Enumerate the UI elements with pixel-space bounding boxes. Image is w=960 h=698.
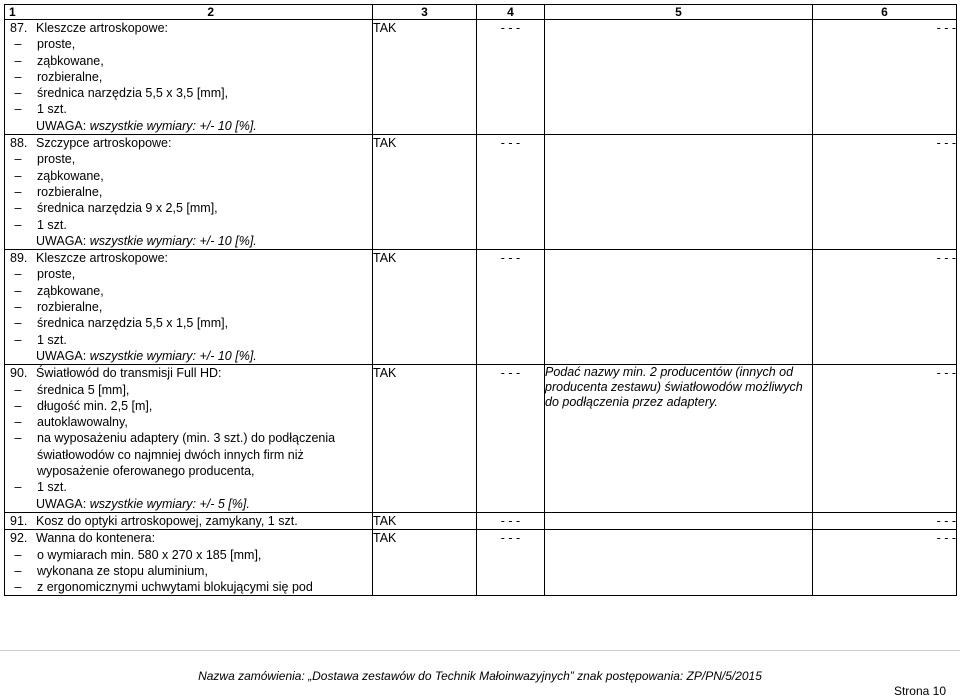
list-item-text: ząbkowane, <box>37 53 104 68</box>
dash-bullet-icon: – <box>14 480 22 495</box>
list-item <box>5 563 372 579</box>
table-row <box>5 512 957 529</box>
dash-bullet-icon: – <box>14 102 22 117</box>
warning-text: wszystkie wymiary: +/- 10 [%]. <box>89 118 257 133</box>
warning-note <box>5 348 372 364</box>
warning-text: wszystkie wymiary: +/- 10 [%]. <box>89 233 257 248</box>
list-item-text: 1 szt. <box>37 102 67 117</box>
warning-note <box>5 496 372 512</box>
list-item-text: długość min. 2,5 [m], <box>37 398 153 413</box>
table-row <box>5 20 957 135</box>
list-item-text: na wyposażeniu adaptery (min. 3 szt.) do podłączenia światłowodów co najmniej dwóch innych firm niż wyposażenie oferowanego producenta, <box>37 431 336 479</box>
item-title: Kosz do optyki artroskopowej, zamykany, 1 szt. <box>36 513 298 528</box>
list-item-text: 1 szt. <box>37 217 67 232</box>
list-item <box>5 200 372 216</box>
dash-bullet-icon: – <box>14 415 22 430</box>
list-item <box>5 53 372 69</box>
header-col-4: 4 <box>477 5 545 20</box>
notes-cell: - - - <box>813 135 957 250</box>
item-number: 88. <box>10 136 28 151</box>
dash-bullet-icon: – <box>14 184 22 199</box>
list-item-text: średnica narzędzia 5,5 x 1,5 [mm], <box>37 316 229 331</box>
list-item-text: proste, <box>37 267 76 282</box>
dash-bullet-icon: – <box>14 580 22 595</box>
item-number: 91. <box>10 513 28 528</box>
header-col-1: 1 2 <box>5 5 373 20</box>
dash-bullet-icon: – <box>14 316 22 331</box>
offered-value-cell: Podać nazwy min. 2 producentów (innych od producenta zestawu) światłowodów możliwych do podłączenia przez adaptery. <box>545 365 813 513</box>
dash-bullet-icon: – <box>14 332 22 347</box>
score-cell: - - - <box>477 250 545 365</box>
offered-value-cell <box>545 250 813 365</box>
item-title-line <box>5 530 372 546</box>
score-cell: - - - <box>477 20 545 135</box>
dash-bullet-icon: – <box>14 86 22 101</box>
list-item-text: z ergonomicznymi uchwytami blokującymi się pod <box>37 580 313 595</box>
score-cell: - - - <box>477 530 545 596</box>
table-row <box>5 135 957 250</box>
list-item <box>5 168 372 184</box>
warning-text: wszystkie wymiary: +/- 5 [%]. <box>89 496 250 511</box>
warning-note <box>5 118 372 134</box>
table-row <box>5 250 957 365</box>
list-item-text: rozbieralne, <box>37 184 103 199</box>
dash-bullet-icon: – <box>14 563 22 578</box>
notes-cell: - - - <box>813 530 957 596</box>
item-description <box>5 250 373 365</box>
item-number: 87. <box>10 21 28 35</box>
required-value-cell: TAK <box>373 530 477 596</box>
item-description <box>5 530 373 596</box>
notes-cell: - - - <box>813 20 957 135</box>
score-cell: - - - <box>477 135 545 250</box>
list-item <box>5 266 372 282</box>
item-title-line <box>5 250 372 266</box>
item-title: Wanna do kontenera: <box>36 531 156 546</box>
list-item <box>5 283 372 299</box>
item-title: Kleszcze artroskopowe: <box>36 251 169 266</box>
score-cell: - - - <box>477 512 545 529</box>
header-row <box>5 5 957 20</box>
list-item <box>5 430 372 479</box>
list-item-text: rozbieralne, <box>37 69 103 84</box>
dash-bullet-icon: – <box>14 382 22 397</box>
footer-divider <box>0 650 960 651</box>
dash-bullet-icon: – <box>14 217 22 232</box>
list-item-text: średnica narzędzia 9 x 2,5 [mm], <box>37 201 218 216</box>
item-title-line <box>5 365 372 381</box>
item-number: 92. <box>10 531 28 546</box>
list-item-text: proste, <box>37 37 76 52</box>
specification-table <box>4 4 957 596</box>
item-title: Światłowód do transmisji Full HD: <box>36 366 222 381</box>
item-title-line <box>5 513 372 529</box>
item-title-line <box>5 135 372 151</box>
list-item <box>5 579 372 595</box>
list-item-text: proste, <box>37 152 76 167</box>
list-item-text: 1 szt. <box>37 332 67 347</box>
dash-bullet-icon: – <box>14 53 22 68</box>
list-item-text: średnica narzędzia 5,5 x 3,5 [mm], <box>37 86 229 101</box>
list-item-text: autoklawowalny, <box>37 415 128 430</box>
dash-bullet-icon: – <box>14 431 22 446</box>
warning-text: wszystkie wymiary: +/- 10 [%]. <box>89 348 257 363</box>
dash-bullet-icon: – <box>14 69 22 84</box>
warning-label: UWAGA: <box>36 233 87 248</box>
item-title-line <box>5 20 372 36</box>
item-description <box>5 365 373 513</box>
list-item-text: 1 szt. <box>37 480 67 495</box>
item-title: Szczypce artroskopowe: <box>36 136 172 151</box>
list-item <box>5 184 372 200</box>
list-item-text: rozbieralne, <box>37 300 103 315</box>
dash-bullet-icon: – <box>14 267 22 282</box>
header-col-6: 6 <box>813 5 957 20</box>
offered-value-cell <box>545 530 813 596</box>
list-item <box>5 85 372 101</box>
list-item <box>5 332 372 348</box>
header-col-5: 5 <box>545 5 813 20</box>
warning-label: UWAGA: <box>36 496 87 511</box>
list-item <box>5 315 372 331</box>
dash-bullet-icon: – <box>14 398 22 413</box>
required-value-cell: TAK <box>373 250 477 365</box>
dash-bullet-icon: – <box>14 152 22 167</box>
item-title: Kleszcze artroskopowe: <box>36 21 169 35</box>
offered-value-cell <box>545 20 813 135</box>
required-value-cell: TAK <box>373 512 477 529</box>
notes-cell: - - - <box>813 512 957 529</box>
table-row <box>5 530 957 596</box>
list-item <box>5 414 372 430</box>
item-description <box>5 135 373 250</box>
list-item-text: wykonana ze stopu aluminium, <box>37 563 208 578</box>
dash-bullet-icon: – <box>14 547 22 562</box>
list-item <box>5 217 372 233</box>
item-number: 89. <box>10 251 28 266</box>
list-item <box>5 151 372 167</box>
item-description <box>5 20 373 135</box>
list-item-text: ząbkowane, <box>37 283 104 298</box>
item-description <box>5 512 373 529</box>
warning-note <box>5 233 372 249</box>
list-item <box>5 382 372 398</box>
list-item <box>5 479 372 495</box>
list-item-text: o wymiarach min. 580 x 270 x 185 [mm], <box>37 547 262 562</box>
list-item <box>5 36 372 52</box>
offered-value-cell <box>545 135 813 250</box>
list-item-text: ząbkowane, <box>37 168 104 183</box>
dash-bullet-icon: – <box>14 37 22 52</box>
page-number: Strona 10 <box>893 684 946 698</box>
notes-cell: - - - <box>813 365 957 513</box>
notes-cell: - - - <box>813 250 957 365</box>
list-item <box>5 547 372 563</box>
required-value-cell: TAK <box>373 135 477 250</box>
list-item <box>5 101 372 117</box>
offered-value-cell <box>545 512 813 529</box>
header-col-3: 3 <box>373 5 477 20</box>
dash-bullet-icon: – <box>14 283 22 298</box>
dash-bullet-icon: – <box>14 168 22 183</box>
list-item <box>5 69 372 85</box>
warning-label: UWAGA: <box>36 348 87 363</box>
list-item-text: średnica 5 [mm], <box>37 382 130 397</box>
required-value-cell: TAK <box>373 365 477 513</box>
score-cell: - - - <box>477 365 545 513</box>
footer-order-name: Nazwa zamówienia: „Dostawa zestawów do Technik Małoinwazyjnych” znak postępowania: ZP/PN/5/2015 <box>198 669 762 683</box>
item-number: 90. <box>10 366 28 381</box>
dash-bullet-icon: – <box>14 201 22 216</box>
list-item <box>5 398 372 414</box>
required-value-cell: TAK <box>373 20 477 135</box>
list-item <box>5 299 372 315</box>
table-row <box>5 365 957 513</box>
warning-label: UWAGA: <box>36 118 87 133</box>
dash-bullet-icon: – <box>14 300 22 315</box>
